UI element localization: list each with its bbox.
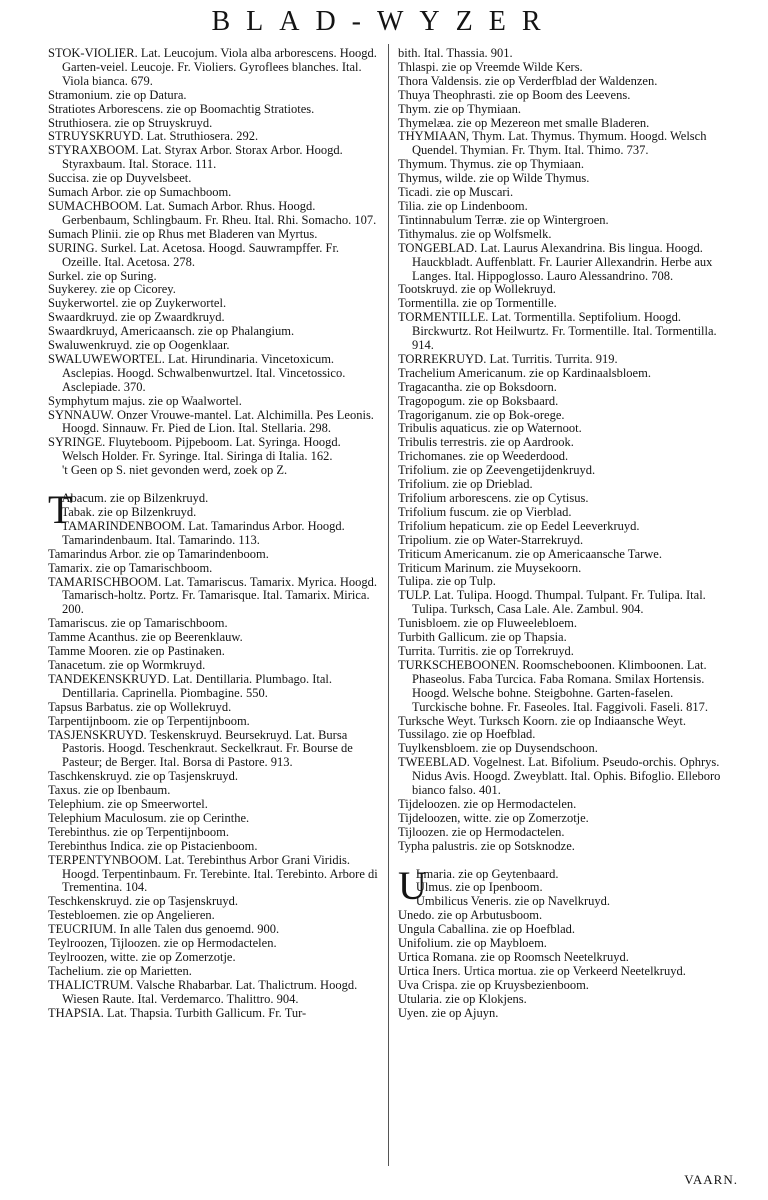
index-entry: Trachelium Americanum. zie op Kardinaalsbloem. (398, 365, 651, 380)
index-entry: Tabak. zie op Bilzenkruyd. (61, 505, 197, 519)
index-entry: Thymus, wilde. zie op Wilde Thymus. (398, 171, 590, 186)
index-entry: TERPENTYNBOOM. Lat. Terebinthus Arbor Grani Viridis. Hoogd. Terpentinbaum. Fr. Terebinte. Ital. Terebinto. Arbore di Trementina. 104. (48, 852, 378, 895)
index-entry: Typha palustris. zie op Sotsknodze. (398, 838, 575, 853)
index-entry: Tamariscus. zie op Tamarischboom. (48, 616, 228, 631)
index-entry: Succisa. zie op Duyvelsbeet. (48, 171, 192, 186)
index-entry: Tragacantha. zie op Boksdoorn. (398, 379, 557, 394)
index-entry: Tijdeloozen, witte. zie op Zomerzotje. (398, 810, 589, 825)
index-entry: Tripolium. zie op Water-Starrekruyd. (398, 532, 584, 547)
index-entry: Triticum Marinum. zie Muysekoorn. (398, 560, 582, 575)
section-t-first-entry: T Abacum. zie op Bilzenkruyd. (48, 487, 209, 533)
index-entry: TULP. Lat. Tulipa. Hoogd. Thumpal. Tulpant. Fr. Tulipa. Ital. Tulipa. Turksch, Casa Lale. Ale. Zambul. 904. (398, 588, 706, 617)
section-note: 't Geen op S. niet gevonden werd, zoek op Z. (62, 463, 288, 478)
column-rule (388, 44, 389, 1166)
index-entry: Suykerey. zie op Cicorey. (48, 282, 176, 297)
index-entry: Trifolium hepaticum. zie op Eedel Leeverkruyd. (398, 518, 640, 533)
index-entry: Terebinthus. zie op Terpentijnboom. (48, 824, 229, 839)
index-entry: Uva Crispa. zie op Kruysbezienboom. (398, 977, 589, 992)
index-entry: THYMIAAN, Thym. Lat. Thymus. Thymum. Hoogd. Welsch Quendel. Thymian. Fr. Thym. Ital. Thimo. 737. (398, 129, 707, 158)
drop-cap-t: T (48, 487, 73, 533)
index-entry: Tapsus Barbatus. zie op Wollekruyd. (48, 699, 232, 714)
index-entry: Trichomanes. zie op Weederdood. (398, 449, 569, 464)
index-entry: Tilia. zie op Lindenboom. (398, 198, 528, 213)
index-entry: Ticadi. zie op Muscari. (398, 185, 514, 200)
index-entry: Tamme Acanthus. zie op Beerenklauw. (48, 630, 243, 645)
index-entry: Tootskruyd. zie op Wollekruyd. (398, 282, 556, 297)
index-entry: Urtica Iners. Urtica mortua. zie op Verkeerd Neetelkruyd. (398, 963, 686, 978)
index-entry: SUMACHBOOM. Lat. Sumach Arbor. Rhus. Hoogd. Gerbenbaum, Schlingbaum. Fr. Rheu. Ital. Rhi. Somacho. 107. (48, 198, 377, 227)
index-entry: TORMENTILLE. Lat. Tormentilla. Septifolium. Hoogd. Birckwurtz. Rot Heilwurtz. Fr. Tormentille. Ital. Tormentilla. 914. (398, 310, 717, 353)
index-entry: Tachelium. zie op Marietten. (48, 963, 192, 978)
index-entry: Thora Valdensis. zie op Verderfblad der Waldenzen. (398, 73, 658, 88)
index-entry: STOK-VIOLIER. Lat. Leucojum. Viola alba arborescens. Hoogd. Garten-veiel. Leucoje. Fr. Violiers. Gyroflees blanches. Ital. Viola bianca. 679. (48, 46, 377, 88)
index-entry: Unifolium. zie op Maybloem. (398, 936, 547, 951)
index-entry: Terebinthus Indica. zie op Pistacienboom. (48, 838, 258, 853)
section-u-first-entry: U Lmaria. zie op Geytenbaard. (398, 862, 559, 908)
index-entry: Telephium. zie op Smeerwortel. (48, 797, 208, 812)
index-entry: Trifolium. zie op Zeevengetijdenkruyd. (398, 463, 596, 478)
index-entry: STRUYSKRUYD. Lat. Struthiosera. 292. (48, 129, 259, 144)
index-entry: Teylroozen, witte. zie op Zomerzotje. (48, 950, 236, 964)
index-entry: Ulmus. zie op Ipenboom. (415, 880, 543, 895)
index-entry: Unedo. zie op Arbutusboom. (398, 908, 543, 923)
index-entry: Telephium Maculosum. zie op Cerinthe. (48, 810, 250, 825)
index-entry: Ungula Caballina. zie op Hoefblad. (398, 922, 576, 937)
catchword: VAARN. (684, 1172, 738, 1187)
index-entry: Tarpentijnboom. zie op Terpentijnboom. (48, 713, 250, 728)
index-entry: STYRAXBOOM. Lat. Styrax Arbor. Storax Arbor. Hoogd. Styraxbaum. Ital. Storace. 111. (48, 143, 343, 172)
index-entry: TANDEKENSKRUYD. Lat. Dentillaria. Plumbago. Ital. Dentillaria. Caprinella. Piombagine. 550. (48, 671, 333, 700)
index-entry: Suykerwortel. zie op Zuykerwortel. (48, 296, 227, 311)
index-entry: Swaluwenkruyd. zie op Oogenklaar. (48, 338, 230, 353)
index-entry: Tijloozen. zie op Hermodactelen. (398, 824, 565, 839)
index-entry: bith. Ital. Thassia. 901. (398, 46, 513, 60)
index-entry: Tribulis terrestris. zie op Aardrook. (398, 435, 574, 450)
index-entry: TAMARISCHBOOM. Lat. Tamariscus. Tamarix. Myrica. Hoogd. Tamarisch-holtz. Portz. Fr. Tamarisque. Ital. Tamarix. Mirica. 200. (48, 574, 378, 617)
index-entry: Turrita. Turritis. zie op Torrekruyd. (398, 643, 574, 658)
index-entry: Tussilago. zie op Hoefblad. (398, 727, 536, 742)
index-entry: THALICTRUM. Valsche Rhabarbar. Lat. Thalictrum. Hoogd. Wiesen Raute. Ital. Verdemarco. Thalittro. 904. (48, 977, 358, 1006)
index-entry: Taxus. zie op Ibenbaum. (48, 783, 171, 798)
index-entry: Tijdeloozen. zie op Hermodactelen. (398, 796, 577, 811)
index-entry: Trifolium arborescens. zie op Cytisus. (398, 491, 589, 505)
index-entry: Thym. zie op Thymiaan. (398, 101, 522, 116)
index-entry: TEUCRIUM. In alle Talen dus genoemd. 900. (48, 922, 280, 937)
index-entry: Stramonium. zie op Datura. (48, 87, 187, 102)
index-entry: Thymum. Thymus. zie op Thymiaan. (398, 157, 584, 172)
index-entry: THAPSIA. Lat. Thapsia. Turbith Gallicum. Fr. Tur- (48, 1005, 307, 1020)
index-entry: Triticum Americanum. zie op Americaansche Tarwe. (398, 546, 662, 561)
left-column (48, 47, 380, 1021)
index-entry: Turksche Weyt. Turksch Koorn. zie op Indiaansche Weyt. (398, 713, 687, 728)
index-entry: Teschkenskruyd. zie op Tasjenskruyd. (48, 894, 238, 909)
index-entry: Tithymalus. zie op Wolfsmelk. (398, 226, 552, 241)
index-entry: TAMARINDENBOOM. Lat. Tamarindus Arbor. Hoogd. Tamarindenbaum. Ital. Tamarindo. 113. (61, 518, 345, 547)
index-entry: Symphytum majus. zie op Waalwortel. (48, 393, 242, 408)
index-entry: Trifolium. zie op Drieblad. (398, 477, 533, 492)
index-entry: TONGEBLAD. Lat. Laurus Alexandrina. Bis lingua. Hoogd. Hauckbladt. Auffenblatt. Fr. Laurier Allexandrin. Herbe aux Langes. Ital. Hippoglosso. Lauro Alessandrino. 708. (398, 240, 713, 283)
index-entry: SYNNAUW. Onzer Vrouwe-mantel. Lat. Alchimilla. Pes Leonis. Hoogd. Sinnauw. Fr. Pied de Lion. Ital. Stellaria. 298. (48, 407, 374, 436)
index-entry: Struthiosera. zie op Struyskruyd. (48, 115, 213, 130)
index-entry: Taschkenskruyd. zie op Tasjenskruyd. (48, 769, 238, 784)
index-entry: Tamarix. zie op Tamarischboom. (48, 560, 213, 575)
index-entry: Thymelæa. zie op Mezereon met smalle Bladeren. (398, 115, 650, 130)
index-entry: Tintinnabulum Terræ. zie op Wintergroen. (398, 212, 609, 227)
index-entry: Swaardkruyd, Americaansch. zie op Phalangium. (48, 324, 295, 339)
index-entry: Surkel. zie op Suring. (48, 268, 157, 283)
index-entry: Thuya Theophrasti. zie op Boom des Leevens. (398, 87, 631, 102)
index-entry: Umbilicus Veneris. zie op Navelkruyd. (415, 894, 611, 909)
index-entry: Tormentilla. zie op Tormentille. (398, 296, 557, 311)
index-entry: Utularia. zie op Klokjens. (398, 991, 527, 1006)
index-entry: Tribulis aquaticus. zie op Waternoot. (398, 421, 582, 436)
index-entry: Turbith Gallicum. zie op Thapsia. (398, 630, 567, 645)
index-entry: Thlaspi. zie op Vreemde Wilde Kers. (398, 59, 583, 74)
index-entry: Tragopogum. zie op Boksbaard. (398, 393, 559, 408)
index-entry: Testebloemen. zie op Angelieren. (48, 908, 215, 923)
index-entry: Tamme Mooren. zie op Pastinaken. (48, 644, 225, 659)
index-entry: TORREKRUYD. Lat. Turritis. Turrita. 919. (398, 351, 618, 366)
index-entry: SWALUWEWORTEL. Lat. Hirundinaria. Vincetoxicum. Asclepias. Hoogd. Schwalbenwurtzel. Ital. Vincetossico. Asclepiade. 370. (48, 351, 346, 394)
index-entry: Trifolium fuscum. zie op Vierblad. (398, 504, 572, 519)
index-entry: Tuylkensbloem. zie op Duysendschoon. (398, 741, 598, 756)
index-entry: Sumach Plinii. zie op Rhus met Bladeren van Myrtus. (48, 226, 318, 241)
index-entry: SYRINGE. Fluyteboom. Pijpeboom. Lat. Syringa. Hoogd. Welsch Holder. Fr. Syringe. Ital. Siringa di Italia. 162. (48, 435, 341, 464)
index-entry: TWEEBLAD. Vogelnest. Lat. Bifolium. Pseudo-orchis. Ophrys. Nidus Avis. Hoogd. Zweyblatt. Ital. Ophis. Bifoglio. Elleboro bianco falso. 401. (398, 755, 721, 798)
index-entry: TASJENSKRUYD. Teskenskruyd. Beursekruyd. Lat. Bursa Pastoris. Hoogd. Teschenkraut. Seckelkraut. Fr. Bourse de Pasteur; de Berger. Ital. Borsa di Pastore. 913. (48, 727, 353, 770)
index-entry: Urtica Romana. zie op Roomsch Neetelkruyd. (398, 950, 629, 964)
index-entry: Tamarindus Arbor. zie op Tamarindenboom. (48, 546, 269, 561)
index-entry: Sumach Arbor. zie op Sumachboom. (48, 185, 232, 200)
index-entry: Tunisbloem. zie op Fluweelebloem. (398, 616, 578, 631)
index-entry: TURKSCHEBOONEN. Roomscheboonen. Klimboonen. Lat. Phaseolus. Faba Turcica. Faba Romana. Smilax Hortensis. Hoogd. Welsche bohne. Steigbohne. Garten-faselen. Turckische bohne. Fr. Faseoles. Ital. Faggivoli. Faseli. 817. (398, 657, 709, 714)
index-entry: Stratiotes Arborescens. zie op Boomachtig Stratiotes. (48, 101, 315, 116)
drop-cap-u: U (398, 862, 427, 908)
index-entry: Tragoriganum. zie op Bok-orege. (398, 407, 565, 422)
running-title: BLAD-WYZER (211, 6, 557, 37)
right-column (398, 47, 728, 1021)
index-entry: Tanacetum. zie op Wormkruyd. (48, 657, 206, 672)
index-entry: Tulipa. zie op Tulp. (398, 574, 496, 589)
index-entry: Swaardkruyd. zie op Zwaardkruyd. (48, 310, 225, 325)
index-entry: Uyen. zie op Ajuyn. (398, 1005, 499, 1020)
index-entry: Teylroozen, Tijloozen. zie op Hermodactelen. (48, 936, 277, 951)
index-entry: SURING. Surkel. Lat. Acetosa. Hoogd. Sauwrampffer. Fr. Ozeille. Ital. Acetosa. 278. (48, 240, 340, 269)
